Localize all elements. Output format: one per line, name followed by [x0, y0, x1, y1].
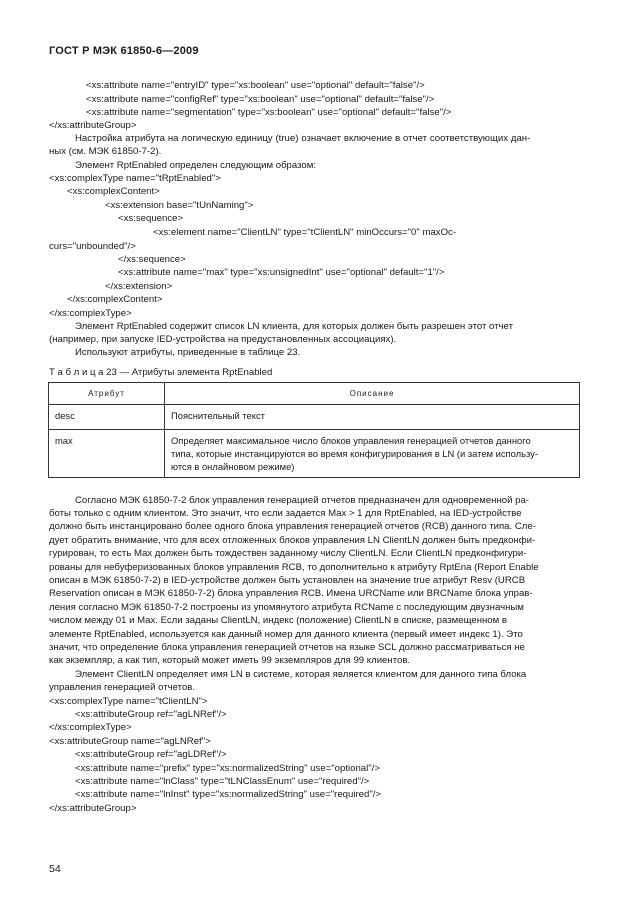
code-line: <xs:attributeGroup ref="agLNRef"/> — [75, 709, 227, 720]
page-number: 54 — [49, 863, 61, 875]
paragraph-line: Используют атрибуты, приведенные в таблице 23. — [75, 347, 301, 358]
column-header-attribute: Атрибут — [49, 383, 165, 405]
code-line: </xs:extension> — [105, 281, 173, 292]
code-line: <xs:element name="ClientLN" type="tClientLN" minOccurs="0" maxOc- — [153, 227, 457, 238]
paragraph-line: Элемент RptEnabled определен следующим образом: — [75, 160, 317, 171]
table-caption — [49, 367, 272, 378]
code-line: <xs:attribute name="prefix" type="xs:normalizedString" use="optional"/> — [75, 763, 380, 774]
paragraph-line: рованы для небуферизованных блоков управления RCB, то дополнительно к атрибуту RptEna (Report Enable — [49, 562, 539, 573]
paragraph-line: числом между 01 и Max. Если заданы ClientLN, индекс (положение) ClientLN в списке, размещенном в — [49, 615, 507, 626]
paragraph-line: ления согласно МЭК 61850-7-2 построены из упомянутого атрибута RCName с последующим двузначным — [49, 602, 524, 613]
paragraph-line: Элемент ClientLN определяет имя LN в системе, которая является клиентом для данного типа блока — [75, 669, 527, 680]
code-line: </xs:complexContent> — [67, 294, 163, 305]
paragraph-line: Reservation описан в МЭК 61850-7-2) блока управления RCB. Имена URCName или BRCName блока управ- — [49, 588, 533, 599]
code-line: </xs:attributeGroup> — [49, 803, 137, 814]
code-line: <xs:attribute name="segmentation" type="xs:boolean" use="optional" default="false"/> — [86, 107, 452, 118]
paragraph-line: описан в МЭК 61850-7-2) в IED-устройстве должен быть установлен на значение true атрибут Resv (URCB — [49, 575, 526, 586]
table-cell-attribute: max — [49, 430, 165, 478]
code-line: </xs:attributeGroup> — [49, 120, 137, 131]
description-line: Определяет максимальное число блоков управления генерацией отчетов данного — [171, 435, 531, 446]
table-row — [49, 405, 580, 430]
description-line: Пояснительный текст — [171, 410, 265, 421]
paragraph-line: должно быть инстанцировано более одного блока управления генерацией отчетов (RCB) данного типа. Сле- — [49, 521, 536, 532]
page-header: ГОСТ Р МЭК 61850-6—2009 — [49, 45, 199, 57]
table-cell-description — [165, 405, 580, 430]
paragraph-line: Элемент RptEnabled содержит список LN клиента, для которых должен быть разрешен этот отчет — [75, 321, 513, 332]
code-line: </xs:sequence> — [118, 254, 186, 265]
code-line: <xs:attribute name="max" type="xs:unsignedInt" use="optional" default="1"/> — [118, 267, 445, 278]
paragraph-line: ных (см. МЭК 61850-7-2). — [49, 146, 162, 157]
table-cell-description — [165, 430, 580, 478]
code-line: curs="unbounded"/> — [49, 241, 136, 252]
code-line: <xs:extension base="tUnNaming"> — [105, 200, 254, 211]
paragraph-line: как экземпляр, а как тип, который может иметь 99 экземпляров для 99 клиентов. — [49, 655, 411, 666]
code-line: <xs:attribute name="configRef" type="xs:boolean" use="optional" default="false"/> — [86, 94, 435, 105]
paragraph-line: гурирован, то есть Max должен быть тождествен заданному числу ClientLN. Если ClientLN предконфигури- — [49, 548, 527, 559]
attributes-table — [48, 382, 580, 478]
code-line: <xs:complexContent> — [67, 186, 160, 197]
paragraph-line: дует обратить внимание, что для всех отложенных блоков управления LN ClientLN должен быть предконфи- — [49, 535, 536, 546]
table-caption-prefix: Т а б л и ц а — [49, 367, 104, 378]
code-line: <xs:attribute name="lnClass" type="tLNClassEnum" use="required"/> — [75, 776, 370, 787]
table-row — [49, 430, 580, 478]
table-header-row — [49, 383, 580, 405]
code-line: <xs:complexType name="tClientLN"> — [49, 696, 208, 707]
paragraph-line: Согласно МЭК 61850-7-2 блок управления генерацией отчетов предназначен для одновременной ра- — [75, 495, 529, 506]
table-cell-attribute: desc — [49, 405, 165, 430]
code-line: <xs:attributeGroup name="agLNRef"> — [49, 736, 211, 747]
paragraph-line: управления генерацией отчетов. — [49, 682, 196, 693]
table-caption-text: 23 — Атрибуты элемента RptEnabled — [103, 367, 273, 378]
paragraph-line: элементе RptEnabled, используется как данный номер для данного клиента (первый имеет индекс 1). Это — [49, 629, 523, 640]
paragraph-line: значит, что определение блока управления генерацией отчетов на языке SCL должно рассматриваться не — [49, 642, 525, 653]
code-line: <xs:sequence> — [118, 213, 184, 224]
code-line: <xs:attributeGroup ref="agLDRef"/> — [75, 749, 227, 760]
code-line: </xs:complexType> — [49, 722, 132, 733]
paragraph-line: Настройка атрибута на логическую единицу (true) означает включение в отчет соответствующих дан- — [75, 133, 531, 144]
code-line: <xs:attribute name="lnInst" type="xs:normalizedString" use="required"/> — [75, 789, 382, 800]
description-line: ются в онлайновом режиме) — [171, 461, 295, 472]
column-header-description: Описание — [165, 383, 580, 405]
description-line: типа, которые инстанцируются во время конфигурирования в LN (и затем использу- — [171, 448, 538, 459]
paragraph-line: боты только с одним клиентом. Это значит, что если задается Max > 1 для RptEnabled, на IED-устройстве — [49, 508, 522, 519]
paragraph-line: (например, при запуске IED-устройства на предустановленных ассоциациях). — [49, 334, 397, 345]
code-line: <xs:attribute name="entryID" type="xs:boolean" use="optional" default="false"/> — [86, 80, 425, 91]
code-line: <xs:complexType name="tRptEnabled"> — [49, 173, 221, 184]
code-line: </xs:complexType> — [49, 308, 132, 319]
